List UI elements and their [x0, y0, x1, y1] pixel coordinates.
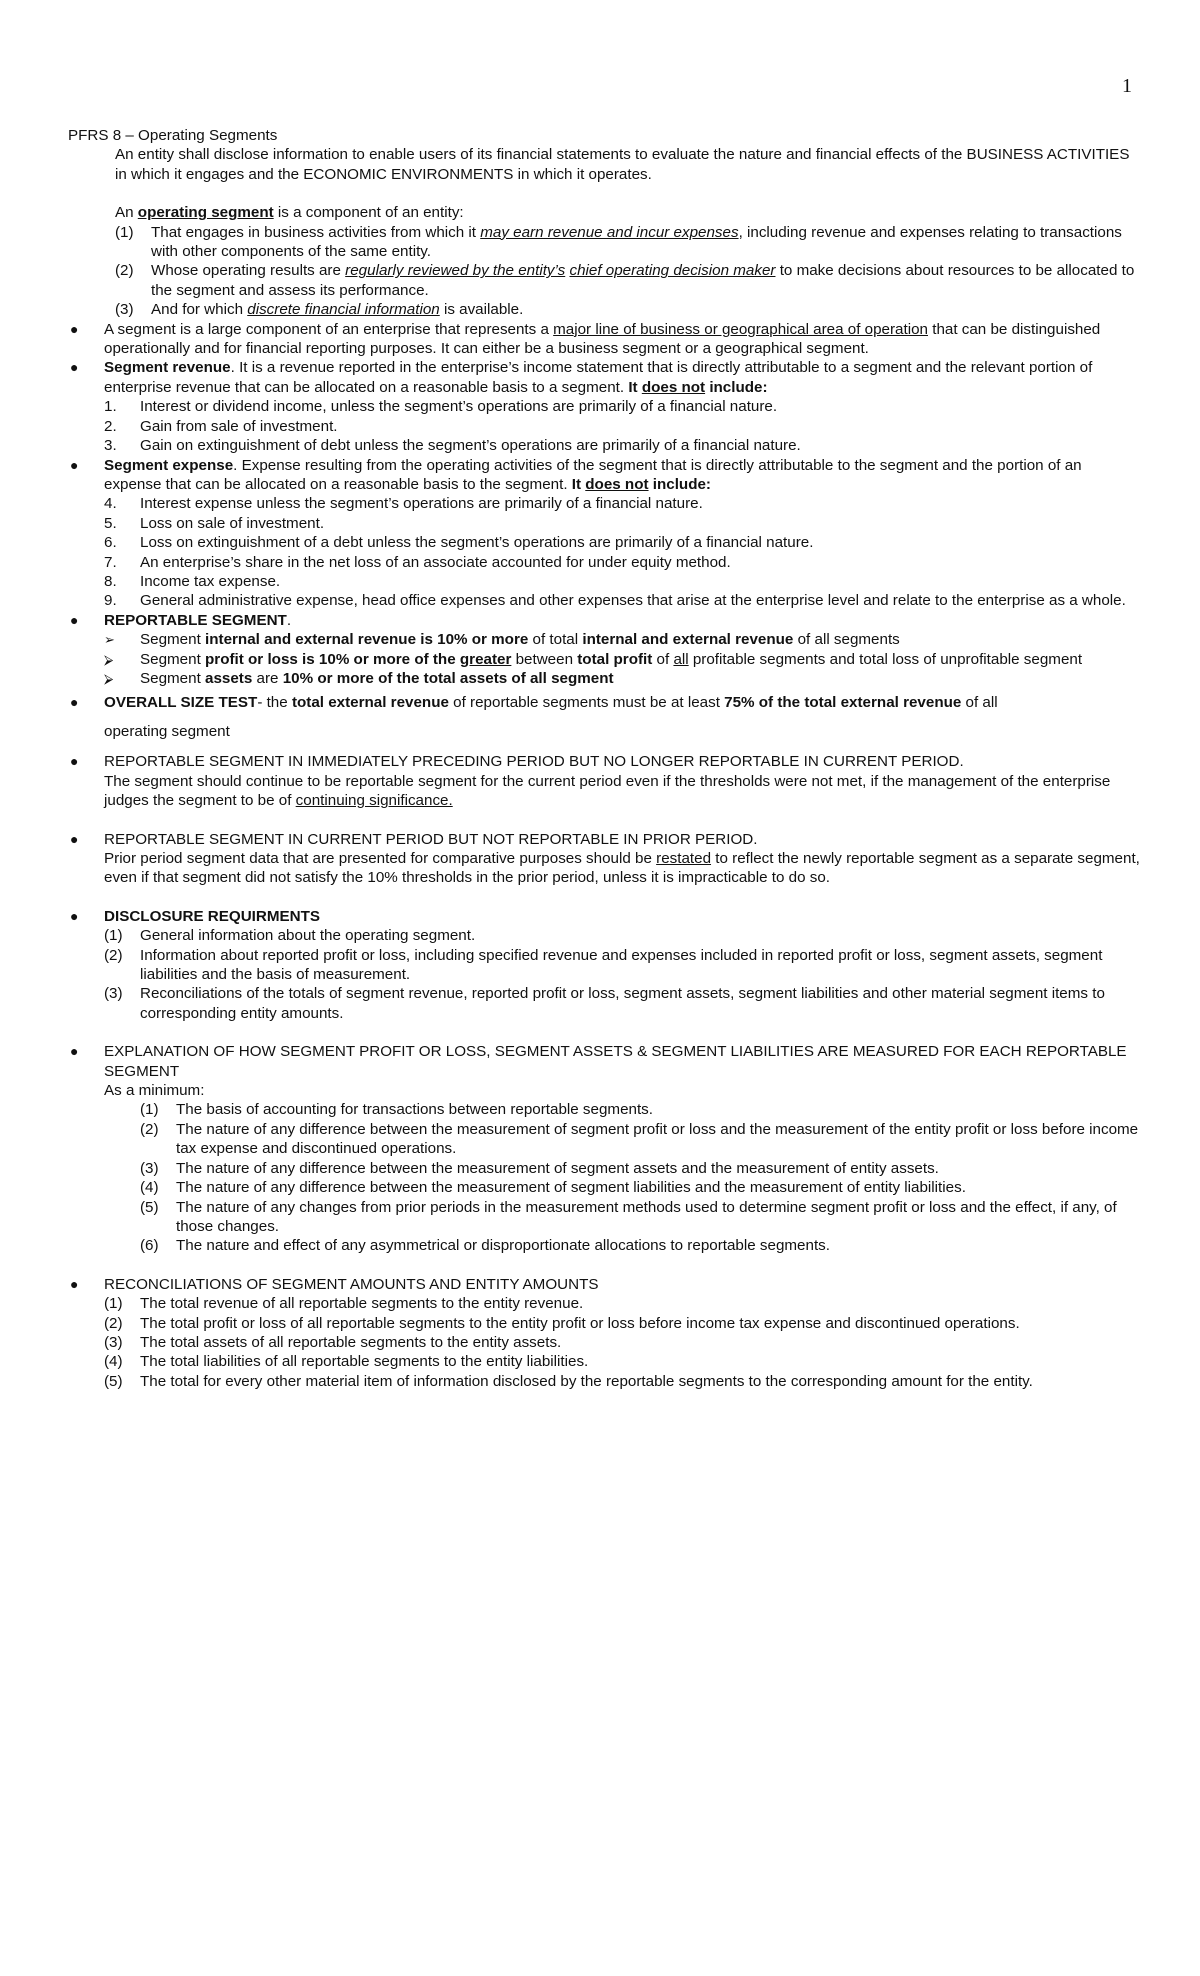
bullet-icon: ●: [70, 611, 79, 628]
bullet-segment-expense: ● Segment expense. Expense resulting from the operating activities of the segment that is directly attributable to the segment and the portion of an expense that can be allocated on a reasonable basis to the segment. It does not include:: [70, 456, 1082, 493]
bullet-segment-definition: ● A segment is a large component of an enterprise that represents a major line of business or geographical area of operation that can be distinguished operationally and for financial reporting purposes. It can either be a business segment or a geographical segment.: [70, 320, 1101, 358]
reportable-criteria: [68, 630, 1140, 688]
preceding-body: The segment should continue to be reportable segment for the current period even if the thresholds were not met, if the management of the enterprise judges the segment to be of continuing significance.: [104, 772, 1111, 810]
list-item: (4) The total liabilities of all reportable segments to the entity liabilities.: [104, 1353, 589, 1371]
current-heading: REPORTABLE SEGMENT IN CURRENT PERIOD BUT NOT REPORTABLE IN PRIOR PERIOD.: [104, 830, 758, 848]
list-item: (5) The nature of any changes from prior periods in the measurement methods used to determine segment profit or loss and the effect, if any, of those changes.: [140, 1198, 1117, 1235]
bullet-icon: ●: [70, 456, 79, 473]
current-body: Prior period segment data that are presented for comparative purposes should be restated to reflect the newly reportable segment as a separate segment, even if that segment did not satisfy the 10% thresholds in the prior period, unless it is impracticable to do so.: [104, 850, 1140, 887]
list-item: 8. Income tax expense.: [104, 572, 281, 590]
criterion-profit-loss: ⮚ Segment profit or loss is 10% or more of the greater between total profit of all profitable segments and total loss of unprofitable segment: [104, 650, 1083, 668]
bullet-icon: ●: [70, 830, 79, 847]
bullet-current-period: [68, 830, 1140, 888]
operating-segment-term: operating segment: [137, 204, 274, 222]
definition-lead: An operating segment is a component of an entity:: [115, 204, 464, 222]
list-item: 9. General administrative expense, head office expenses and other expenses that arise at the enterprise level and relate to the enterprise as a whole.: [104, 592, 1126, 610]
list-item: (3) The nature of any difference between the measurement of segment assets and the measurement of entity assets.: [140, 1159, 939, 1177]
page-number: 1: [1122, 75, 1132, 97]
intro-paragraph: An entity shall disclose information to enable users of its financial statements to evaluate the nature and financial effects of the BUSINESS ACTIVITIES in which it engages and the ECONOMIC ENVIRONMENTS in which it operates.: [115, 146, 1130, 183]
arrow-bullet-icon: ⮚: [104, 651, 114, 667]
bullet-icon: ●: [70, 320, 79, 337]
bullet-reportable-segment: ● REPORTABLE SEGMENT.: [70, 611, 292, 629]
arrow-bullet-icon: ⮚: [104, 670, 114, 686]
explanation-lead: As a minimum:: [104, 1082, 205, 1100]
bullet-overall-size-test: ● OVERALL SIZE TEST- the total external revenue of reportable segments must be at least 75% of the total external revenue of all operating segment: [68, 688, 1140, 746]
bullet-icon: ●: [70, 359, 79, 376]
list-item: (6) The nature and effect of any asymmetrical or disproportionate allocations to reportable segments.: [140, 1237, 830, 1255]
list-item: 3. Gain on extinguishment of debt unless the segment’s operations are primarily of a financial nature.: [104, 437, 801, 455]
bullet-icon: ●: [70, 1275, 79, 1292]
explanation-heading: EXPLANATION OF HOW SEGMENT PROFIT OR LOSS, SEGMENT ASSETS & SEGMENT LIABILITIES ARE MEASURED FOR EACH REPORTABLE SEGMENT: [104, 1043, 1127, 1080]
bullet-disclosure-requirements: ● DISCLOSURE REQUIRMENTS: [70, 907, 321, 925]
definition-item: (3) And for which discrete financial information is available.: [115, 301, 524, 319]
list-item: (2) Information about reported profit or loss, including specified revenue and expenses included in reported profit or loss, segment assets, segment liabilities and the basis of measurement.: [104, 946, 1103, 984]
list-item: (1) The basis of accounting for transactions between reportable segments.: [140, 1101, 653, 1119]
document-body: [68, 126, 1140, 1391]
list-item: 1. Interest or dividend income, unless the segment’s operations are primarily of a financial nature.: [104, 398, 778, 416]
list-item: (1) The total revenue of all reportable segments to the entity revenue.: [104, 1295, 584, 1313]
list-item: (4) The nature of any difference between the measurement of segment liabilities and the measurement of entity liabilities.: [140, 1179, 966, 1197]
list-item: (1) General information about the operating segment.: [104, 927, 476, 945]
list-item: (5) The total for every other material item of information disclosed by the reportable segments to the corresponding amount for the entity.: [104, 1372, 1033, 1390]
list-item: (2) The nature of any difference between the measurement of segment profit or loss and the measurement of the entity profit or loss before income tax expense and discontinued operations.: [140, 1120, 1139, 1158]
list-item: 6. Loss on extinguishment of a debt unless the segment’s operations are primarily of a financial nature.: [104, 534, 814, 552]
bullet-segment-revenue: ● Segment revenue. It is a revenue reported in the enterprise’s income statement that is directly attributable to a segment and the relevant portion of enterprise revenue that can be allocated on a reasonable basis to a segment. It does not include:: [70, 359, 1093, 396]
arrow-bullet-icon: ➢: [104, 632, 115, 648]
bullet-icon: ●: [70, 1043, 79, 1060]
criterion-revenue: ➢ Segment internal and external revenue is 10% or more of total internal and external revenue of all segments: [104, 631, 900, 649]
list-item: 7. An enterprise’s share in the net loss of an associate accounted for under equity method.: [104, 553, 731, 571]
bullet-preceding-period: [68, 752, 1140, 810]
segment-revenue-exclusions: [68, 397, 1140, 455]
disclosure-list: [68, 926, 1140, 1023]
bullet-reconciliations: ● RECONCILIATIONS OF SEGMENT AMOUNTS AND ENTITY AMOUNTS: [70, 1275, 599, 1293]
bullet-icon: ●: [70, 694, 79, 711]
segment-expense-exclusions: [68, 494, 1140, 610]
criterion-assets: ⮚ Segment assets are 10% or more of the total assets of all segment: [104, 669, 614, 687]
list-item: 4. Interest expense unless the segment’s operations are primarily of a financial nature.: [104, 495, 703, 513]
explanation-list: [104, 1100, 1140, 1255]
bullet-icon: ●: [70, 907, 79, 924]
list-item: 2. Gain from sale of investment.: [104, 417, 338, 435]
bullet-explanation: [68, 1042, 1140, 1255]
operating-segment-definition: [68, 203, 1140, 319]
document-title: PFRS 8 – Operating Segments: [68, 127, 278, 144]
reconciliations-list: [68, 1294, 1140, 1391]
list-item: (3) Reconciliations of the totals of segment revenue, reported profit or loss, segment assets, segment liabilities and other material segment items to corresponding entity amounts.: [104, 985, 1105, 1022]
list-item: (3) The total assets of all reportable segments to the entity assets.: [104, 1333, 562, 1351]
preceding-heading: REPORTABLE SEGMENT IN IMMEDIATELY PRECEDING PERIOD BUT NO LONGER REPORTABLE IN CURRENT PERIOD.: [104, 753, 964, 771]
list-item: (2) The total profit or loss of all reportable segments to the entity profit or loss before income tax expense and discontinued operations.: [104, 1314, 1020, 1332]
bullet-icon: ●: [70, 753, 79, 770]
definition-item: (2) Whose operating results are regularly reviewed by the entity’s chief operating decision maker to make decisions about resources to be allocated to the segment and assess its performance.: [115, 262, 1135, 299]
list-item: 5. Loss on sale of investment.: [104, 514, 325, 532]
definition-item: (1) That engages in business activities from which it may earn revenue and incur expenses, including revenue and expenses relating to transactions with other components of the same entity.: [115, 223, 1122, 261]
